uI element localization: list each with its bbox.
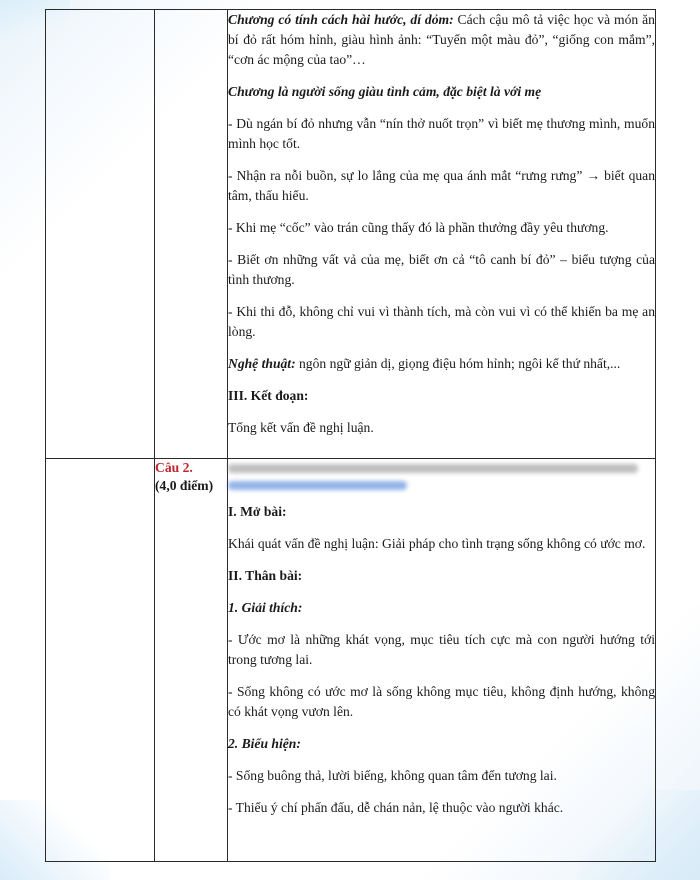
blurred-link <box>228 481 407 490</box>
question-points: (4,0 điểm) <box>155 478 214 493</box>
section-heading: Chương là người sống giàu tình cảm, đặc biệt là với mẹ <box>228 84 542 99</box>
blurred-watermark-text <box>228 464 655 490</box>
paragraph: - Sống buông thả, lười biếng, không quan tâm đến tương lai. <box>228 768 557 783</box>
empty-cell <box>46 459 155 862</box>
section-heading: II. Thân bài: <box>228 568 303 583</box>
paragraph: Tổng kết vấn đề nghị luận. <box>228 420 374 435</box>
empty-cell <box>46 10 155 459</box>
answer-cell <box>228 459 656 862</box>
paragraph <box>228 354 655 374</box>
paragraph-text: Cách cậu mô tả việc học và món ăn bí đỏ rất hóm hỉnh, giàu hình ảnh: “Tuyển một màu đỏ”, “giống con mắm”, “cơn ác mộng của tao”… <box>228 12 655 67</box>
answer-cell <box>228 10 656 459</box>
empty-cell <box>155 10 228 459</box>
paragraph: - Dù ngán bí đỏ nhưng vẫn “nín thở nuốt trọn” vì biết mẹ thương mình, muốn mình học tốt. <box>228 116 655 151</box>
blurred-line <box>228 464 638 473</box>
paragraph: - Sống không có ước mơ là sống không mục tiêu, không định hướng, không có khát vọng vươn lên. <box>228 684 655 719</box>
subsection-heading: 2. Biểu hiện: <box>228 736 301 751</box>
paragraph <box>228 10 655 70</box>
paragraph: - Thiếu ý chí phấn đấu, dễ chán nản, lệ thuộc vào người khác. <box>228 800 564 815</box>
paragraph: Khái quát vấn đề nghị luận: Giải pháp cho tình trạng sống không có ước mơ. <box>228 536 646 551</box>
paragraph: - Khi thi đỗ, không chỉ vui vì thành tích, mà còn vui vì có thể khiến ba mẹ an lòng. <box>228 304 655 339</box>
paragraph-lead: Chương có tính cách hài hước, dí dỏm: <box>228 12 454 27</box>
answer-table <box>45 9 656 862</box>
paragraph-text: ngôn ngữ giản dị, giọng điệu hóm hỉnh; ngôi kể thứ nhất,... <box>295 356 621 371</box>
paragraph: - Khi mẹ “cốc” vào trán cũng thấy đó là phần thưởng đầy yêu thương. <box>228 220 609 235</box>
paragraph: - Biết ơn những vất vả của mẹ, biết ơn cả “tô canh bí đỏ” – biểu tượng của tình thương. <box>228 252 655 287</box>
question-cell <box>155 459 228 862</box>
subsection-heading: 1. Giải thích: <box>228 600 303 615</box>
paragraph-lead: Nghệ thuật: <box>228 356 296 371</box>
paragraph: - Nhận ra nỗi buồn, sự lo lắng của mẹ qua ánh mắt “rưng rưng” → biết quan tâm, thấu hiểu. <box>228 168 655 203</box>
section-heading: I. Mở bài: <box>228 504 287 519</box>
table-row <box>46 459 656 862</box>
table-row <box>46 10 656 459</box>
section-heading: III. Kết đoạn: <box>228 388 309 403</box>
question-label: Câu 2. <box>155 460 193 475</box>
paragraph: - Ước mơ là những khát vọng, mục tiêu tích cực mà con người hướng tới trong tương lai. <box>228 632 655 667</box>
